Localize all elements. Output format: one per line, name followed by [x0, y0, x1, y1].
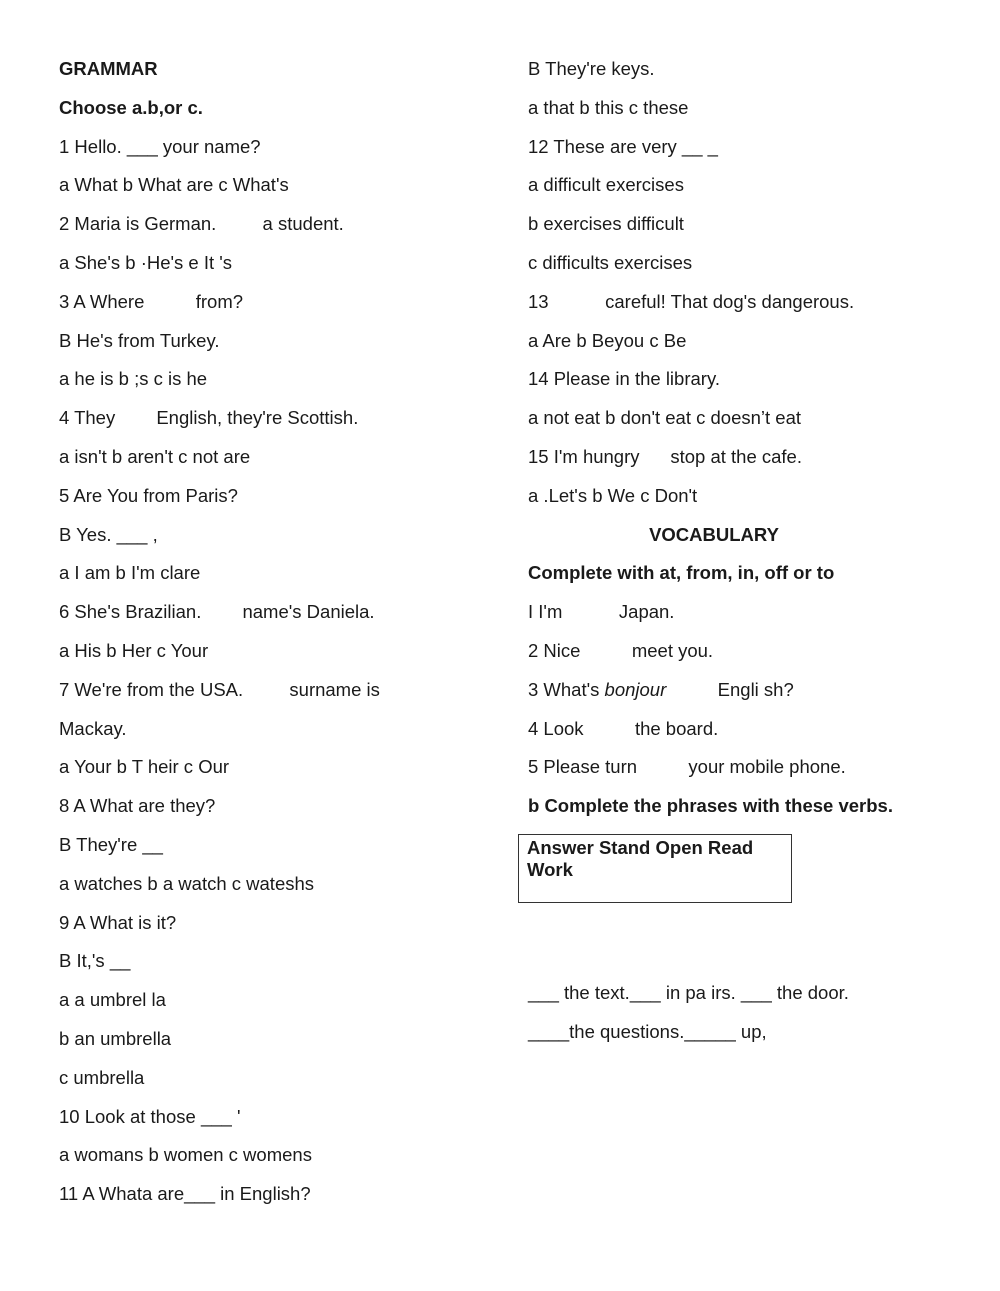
vocab-3-italic: bonjour	[604, 678, 667, 700]
phrase-line-0: ___ the text.___ in pa irs. ___ the door.	[528, 982, 849, 1003]
right-line-1: a that b this c these	[528, 96, 689, 118]
vocab-line-0: I I'm Japan.	[528, 601, 675, 623]
right-line-5: c difficults exercises	[528, 251, 693, 273]
grammar-line-20: B They're __	[59, 833, 163, 855]
right-line-2: 12 These are very __ _	[528, 135, 718, 157]
grammar-line-9: 4 They English, they're Scottish.	[59, 407, 359, 429]
right-column	[528, 50, 968, 826]
grammar-line-3: a What b What are c What's	[59, 174, 289, 196]
grammar-line-27: 10 Look at those ___ '	[59, 1105, 241, 1127]
grammar-line-23: B It,'s __	[59, 950, 131, 972]
grammar-line-25: b an umbrella	[59, 1027, 172, 1049]
grammar-line-13: a I am b I'm clare	[59, 562, 201, 584]
grammar-line-15: a His b Her c Your	[59, 639, 209, 661]
grammar-line-7: B He's from Turkey.	[59, 329, 220, 351]
grammar-line-17: Mackay.	[59, 717, 127, 739]
grammar-line-18: a Your b T heir c Our	[59, 756, 230, 778]
right-line-9: a not eat b don't eat c doesn’t eat	[528, 407, 802, 429]
grammar-line-0: GRAMMAR	[59, 58, 158, 79]
grammar-line-1: Choose a.b,or c.	[59, 96, 203, 118]
grammar-line-21: a watches b a watch c wateshs	[59, 872, 315, 894]
phrase-lines	[528, 974, 968, 1052]
grammar-line-19: 8 A What are they?	[59, 795, 216, 817]
phrase-line-1: ____the questions._____ up,	[528, 1020, 767, 1042]
vocab-3-post: Engli sh?	[666, 678, 794, 700]
grammar-line-24: a a umbrel la	[59, 989, 166, 1011]
grammar-line-26: c umbrella	[59, 1066, 145, 1088]
right-line-8: 14 Please in the library.	[528, 368, 720, 390]
grammar-line-12: B Yes. ___ ,	[59, 523, 158, 545]
grammar-line-11: 5 Are You from Paris?	[59, 484, 238, 506]
grammar-line-4: 2 Maria is German. a student.	[59, 213, 344, 235]
grammar-line-16: 7 We're from the USA. surname is	[59, 678, 380, 700]
grammar-line-2: 1 Hello. ___ your name?	[59, 135, 261, 157]
vocab-line-b-1: 5 Please turn your mobile phone.	[528, 756, 846, 778]
grammar-line-6: 3 A Where from?	[59, 290, 244, 312]
right-line-3: a difficult exercises	[528, 174, 684, 196]
grammar-line-8: a he is b ;s c is he	[59, 368, 208, 390]
right-line-7: a Are b Beyou c Be	[528, 329, 687, 351]
verb-box: Answer Stand Open Read Work	[518, 834, 792, 903]
grammar-line-28: a womans b women c womens	[59, 1144, 312, 1166]
vocab-item-3	[528, 671, 968, 710]
right-line-4: b exercises difficult	[528, 213, 684, 235]
vocab-3-pre: 3 What's	[528, 678, 605, 700]
right-line-0: B They're keys.	[528, 58, 655, 79]
vocab-line-1: 2 Nice meet you.	[528, 639, 714, 661]
right-line-10: 15 I'm hungry stop at the cafe.	[528, 445, 802, 467]
grammar-line-5: a She's b ·He's e It 's	[59, 251, 233, 273]
vocabulary-instruction: Complete with at, from, in, off or to	[528, 562, 835, 584]
right-line-6: 13 careful! That dog's dangerous.	[528, 290, 855, 312]
vocabulary-heading: VOCABULARY	[649, 523, 779, 545]
phrases-instruction: b Complete the phrases with these verbs.	[528, 795, 893, 817]
grammar-line-22: 9 A What is it?	[59, 911, 177, 933]
grammar-line-29: 11 A Whata are___ in English?	[59, 1183, 311, 1205]
grammar-column	[59, 50, 499, 1214]
vocab-line-b-0: 4 Look the board.	[528, 717, 719, 739]
question-15-options: a .Let's b We c Don't	[528, 484, 698, 506]
grammar-line-10: a isn't b aren't c not are	[59, 445, 251, 467]
grammar-line-14: 6 She's Brazilian. name's Daniela.	[59, 601, 375, 623]
